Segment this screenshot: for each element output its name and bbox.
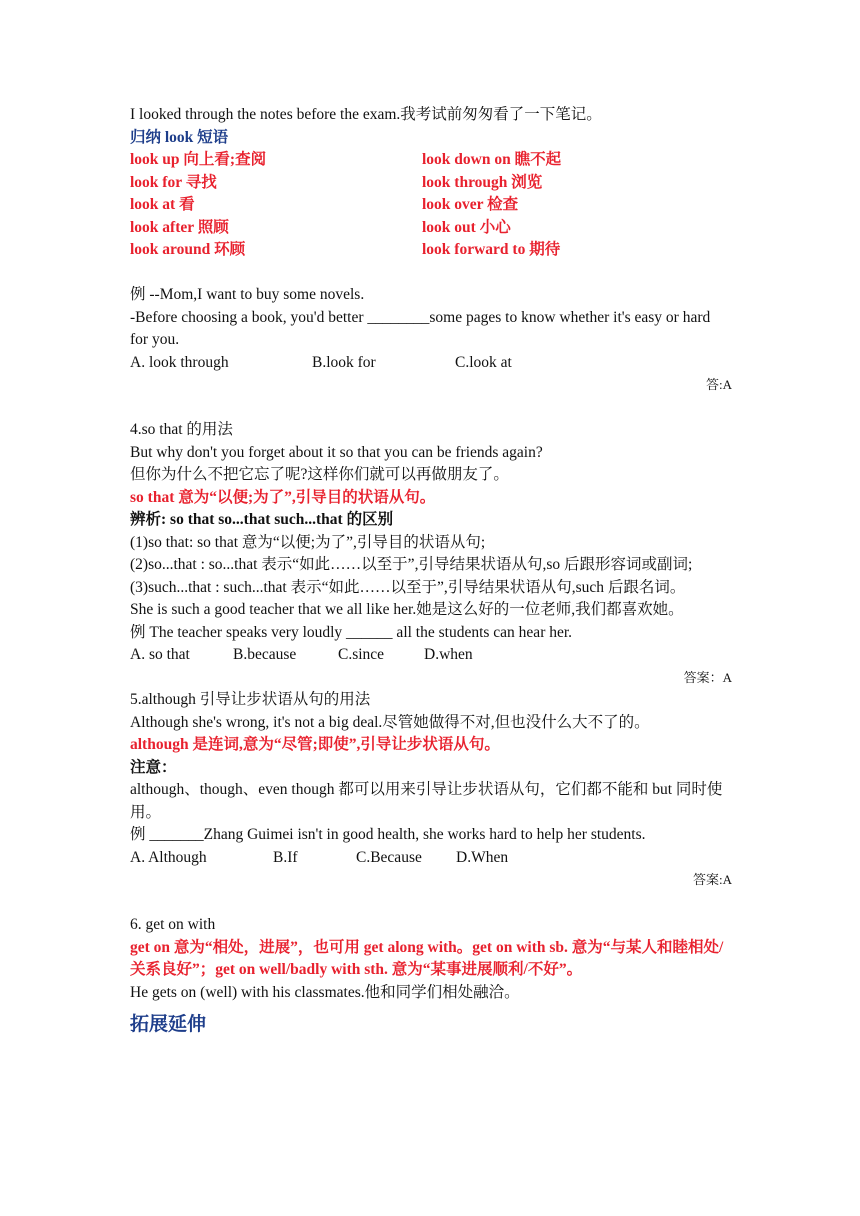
sec6-example: He gets on (well) with his classmates.他和同学们相处融洽。 — [130, 983, 520, 1001]
q1-answer: 答:A — [705, 377, 732, 392]
sec4-rule: so that 意为“以便;为了”,引导目的状语从句。 — [130, 488, 436, 506]
phrase-left: look for 寻找 — [130, 173, 217, 191]
phrase-right: look down on 瞧不起 — [422, 151, 562, 168]
phrase-row — [130, 239, 732, 262]
phrase-row — [130, 172, 732, 195]
option-d: D.when — [424, 646, 473, 663]
intro-example: I looked through the notes before the exam.我考试前匆匆看了一下笔记。 — [130, 106, 602, 123]
option-a: A. look through — [130, 353, 229, 371]
sec6-rule: get on 意为“相处，进展”，也可用 get along with。get on with sb. 意为“与某人和睦相处/关系良好”；get on well/badly with sth. 意为“某事进展顺利/不好”。 — [130, 938, 724, 978]
phrase-row — [130, 217, 732, 240]
option-d: D.When — [456, 848, 509, 866]
spacer — [130, 892, 732, 915]
sec4-options — [130, 644, 732, 667]
phrase-row — [130, 194, 732, 217]
phrase-right: look through 浏览 — [422, 173, 543, 191]
phrase-left: look up 向上看;查阅 — [130, 151, 267, 168]
q1-options — [130, 352, 732, 375]
sec5-example: Although she's wrong, it's not a big deal.尽管她做得不对,但也没什么大不了的。 — [130, 713, 650, 731]
phrase-left: look at 看 — [130, 196, 195, 213]
phrase-right: look out 小心 — [422, 218, 511, 236]
sec5-options — [130, 847, 732, 870]
sec4-example-en: But why don't you forget about it so that you can be friends again? — [130, 443, 543, 461]
sec4-item-1: (1)so that: so that 意为“以便;为了”,引导目的状语从句; — [130, 533, 486, 551]
sec5-prompt: 例 _______Zhang Guimei isn't in good health, she works hard to help her students. — [130, 826, 646, 843]
option-b: B.because — [233, 646, 297, 663]
sec4-example-cn: 但你为什么不把它忘了呢?这样你们就可以再做朋友了。 — [130, 466, 509, 483]
phrase-left: look after 照顾 — [130, 218, 229, 236]
option-a: A. so that — [130, 646, 190, 663]
sec4-item-2: (2)so...that : so...that 表示“如此……以至于”,引导结果状语从句,so 后跟形容词或副词; — [130, 556, 693, 573]
option-a: A. Although — [130, 848, 207, 866]
sec4-compare-title: 辨析: so that so...that such...that 的区别 — [130, 511, 394, 528]
phrase-right: look forward to 期待 — [422, 241, 561, 258]
phrase-left: look around 环顾 — [130, 241, 246, 258]
q1-prompt: 例 --Mom,I want to buy some novels. — [130, 286, 365, 303]
q1-question: -Before choosing a book, you'd better ________some pages to know whether it's easy or hard for you. — [130, 308, 711, 348]
option-b: B.If — [273, 848, 298, 866]
sec4-prompt: 例 The teacher speaks very loudly ______ all the students can hear her. — [130, 623, 573, 641]
sec4-example2: She is such a good teacher that we all like her.她是这么好的一位老师,我们都喜欢她。 — [130, 601, 684, 618]
phrase-row — [130, 149, 732, 172]
sec6-title: 6. get on with — [130, 916, 216, 933]
sec4-item-3: (3)such...that : such...that 表示“如此……以至于”,引导结果状语从句,such 后跟名词。 — [130, 578, 686, 596]
spacer — [130, 262, 732, 285]
option-c: C.look at — [455, 353, 512, 371]
summary-title: 归纳 look 短语 — [130, 128, 229, 146]
sec5-rule: although 是连词,意为“尽管;即使”,引导让步状语从句。 — [130, 736, 500, 753]
sec5-note: although、though、even though 都可以用来引导让步状语从句，它们都不能和 but 同时使用。 — [130, 781, 723, 821]
sec4-answer: 答案：A — [683, 669, 732, 685]
extension-heading: 拓展延伸 — [130, 1014, 207, 1035]
sec4-title: 4.so that 的用法 — [130, 421, 233, 438]
option-c: C.since — [338, 646, 385, 663]
sec5-title: 5.although 引导让步状语从句的用法 — [130, 691, 371, 708]
option-b: B.look for — [312, 353, 376, 371]
sec5-note-title: 注意： — [130, 758, 177, 776]
option-c: C.Because — [356, 848, 422, 866]
spacer — [130, 397, 732, 420]
phrase-right: look over 检查 — [422, 196, 519, 213]
sec5-answer: 答案:A — [692, 872, 732, 887]
document-page — [130, 104, 732, 1038]
